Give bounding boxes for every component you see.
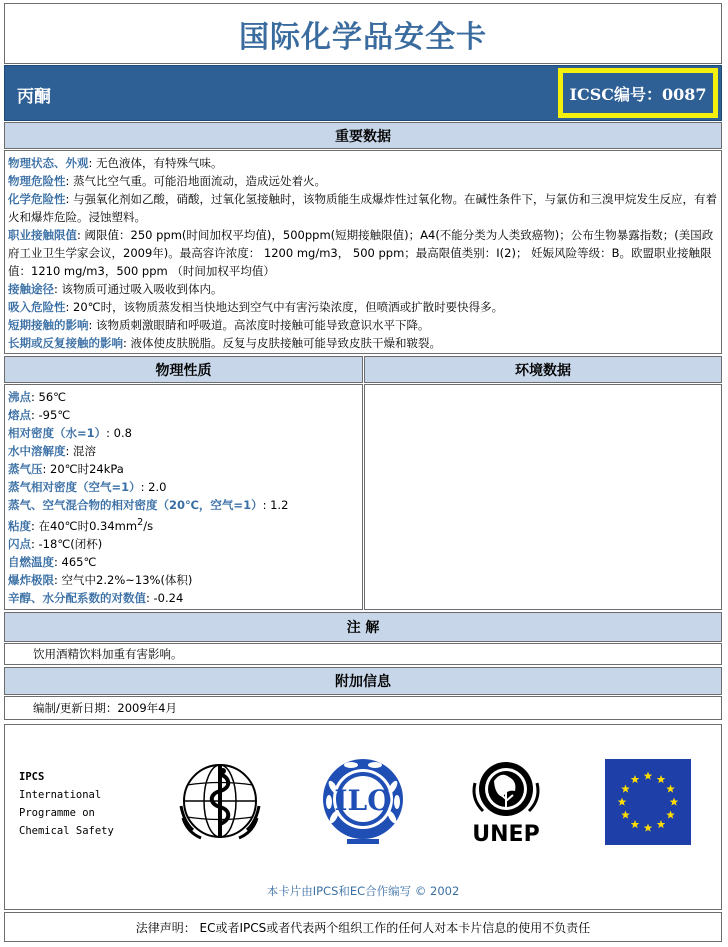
physical-property-row (8, 514, 359, 535)
important-data-row (8, 334, 718, 352)
physical-property-value: : 56℃ (31, 390, 67, 404)
physical-property-label: 沸点 (8, 390, 31, 404)
ilo-logo-icon (321, 757, 405, 845)
physical-property-label: 辛醇、水分配系数的对数值 (8, 590, 146, 605)
ipcs-text-block (19, 768, 114, 840)
important-data-label: 化学危险性 (8, 192, 66, 206)
physical-property-value: : 1.2 (262, 498, 289, 512)
important-data-row (8, 316, 718, 334)
important-data-section (4, 150, 722, 354)
physical-property-label: 蒸气、空气混合物的相对密度（20℃，空气=1） (8, 498, 263, 512)
physical-property-row (8, 388, 359, 406)
physical-property-label: 蒸气压 (8, 462, 43, 476)
important-data-value: : 该物质可通过吸入吸收到体内。 (54, 282, 223, 296)
important-data-value: : 无色液体，有特殊气味。 (88, 156, 223, 170)
unep-logo-icon (461, 759, 551, 845)
important-data-row (8, 190, 718, 226)
icsc-number: ICSC编号：0087 (558, 68, 718, 118)
card-title: 国际化学品安全卡 (239, 19, 487, 55)
important-data-value: : 蒸气比空气重。可能沿地面流动，造成远处着火。 (65, 174, 327, 188)
physical-property-label: 熔点 (8, 408, 31, 422)
physical-property-value: : 在40℃时0.34mm (31, 518, 138, 533)
physical-property-unit: /s (143, 518, 154, 533)
physical-property-superscript: 2 (137, 517, 144, 528)
physical-property-label: 自燃温度 (8, 554, 54, 569)
important-data-value: : 与强氧化剂如乙酸，硝酸，过氧化氢接触时，该物质能生成爆炸性过氧化物。在碱性条件下，与氯仿和三溴甲烷发生反应，有着火和爆炸危险。浸蚀塑料。 (8, 192, 718, 224)
physical-property-label: 粘度 (8, 518, 31, 533)
additional-info-header: 附加信息 (4, 667, 722, 695)
logos-panel (4, 724, 722, 910)
physical-property-row (8, 460, 359, 478)
physical-property-value: : 混溶 (65, 444, 97, 458)
physical-property-value: : 2.0 (140, 480, 167, 494)
physical-properties-header: 物理性质 (4, 356, 363, 383)
important-data-label: 短期接触的影响 (8, 318, 89, 332)
ipcs-line-1: IPCS (19, 771, 45, 783)
important-data-value: : 该物质刺激眼睛和呼吸道。高浓度时接触可能导致意识水平下降。 (88, 318, 430, 332)
physical-property-value: : -0.24 (146, 590, 184, 605)
chemical-name: 丙酮 (17, 87, 51, 107)
physical-property-row (8, 424, 359, 442)
eu-flag-icon (605, 759, 691, 845)
physical-property-label: 相对密度（水=1） (8, 426, 107, 440)
ilo-logo-text: ILO (334, 784, 392, 817)
physical-property-row (8, 478, 359, 496)
important-data-value: : 液体使皮肤脱脂。反复与皮肤接触可能导致皮肤干燥和皲裂。 (123, 336, 442, 350)
important-data-row (8, 298, 718, 316)
physical-property-row (8, 571, 359, 589)
physical-property-label: 爆炸极限 (8, 572, 54, 587)
notes-text: 饮用酒精饮料加重有害影响。 (4, 643, 722, 665)
important-data-row (8, 172, 718, 190)
important-data-row (8, 280, 718, 298)
physical-property-label: 水中溶解度 (8, 444, 66, 458)
important-data-header: 重要数据 (4, 122, 722, 149)
important-data-label: 物理状态、外观 (8, 156, 89, 170)
notes-header: 注 解 (4, 612, 722, 642)
physical-property-row (8, 406, 359, 424)
card-title-box (4, 3, 722, 64)
credit-text: 本卡片由IPCS和EC合作编写 © 2002 (266, 884, 460, 898)
physical-property-row (8, 496, 359, 514)
physical-property-row (8, 535, 359, 553)
additional-info-text: 编制/更新日期：2009年4月 (4, 696, 722, 720)
unep-logo-text: UNEP (472, 822, 540, 845)
physical-property-row (8, 553, 359, 571)
physical-property-value: : 空气中2.2%~13%(体积) (54, 572, 193, 587)
important-data-row (8, 154, 718, 172)
important-data-label: 物理危险性 (8, 174, 66, 188)
environmental-data-header: 环境数据 (364, 356, 722, 383)
physical-property-row (8, 589, 359, 607)
physical-property-value: : 0.8 (106, 426, 132, 440)
important-data-value: : 20℃时，该物质蒸发相当快地达到空气中有害污染浓度，但喷洒或扩散时要快得多。 (65, 300, 504, 314)
legal-disclaimer: 法律声明： EC或者IPCS或者代表两个组织工作的任何人对本卡片信息的使用不负责任 (4, 912, 722, 942)
physical-property-value: : 465℃ (54, 554, 97, 569)
physical-properties-section (4, 384, 363, 610)
important-data-label: 长期或反复接触的影响 (8, 336, 123, 350)
important-data-row (8, 226, 718, 280)
ipcs-line-4: Chemical Safety (19, 825, 114, 837)
physical-property-row (8, 442, 359, 460)
physical-property-value: : -18℃(闭杯) (31, 536, 103, 551)
important-data-label: 吸入危险性 (8, 300, 66, 314)
physical-property-label: 蒸气相对密度（空气=1） (8, 480, 141, 494)
important-data-value: : 阈限值：250 ppm(时间加权平均值)，500ppm(短期接触限值)；A4(不能分类为人类致癌物)；公布生物暴露指数；(美国政府工业卫生学家会议，2009年)。最高容许浓度： 1200 mg/m3， 500 ppm；最高限值类别：I(2)； 妊娠风险等级：B。欧盟职业接触限值：1210 mg/m3，500 ppm （时间加权平均值） (8, 228, 714, 278)
chemical-name-bar (4, 65, 722, 121)
important-data-label: 接触途径 (8, 282, 54, 296)
ipcs-line-2: International (19, 789, 102, 801)
ipcs-line-3: Programme on (19, 807, 95, 819)
physical-property-value: : -95℃ (31, 408, 71, 422)
environmental-data-section (364, 384, 722, 610)
important-data-label: 职业接触限值 (8, 228, 77, 242)
who-logo-icon (179, 760, 261, 842)
physical-property-value: : 20℃时24kPa (42, 462, 124, 476)
physical-property-label: 闪点 (8, 536, 31, 551)
